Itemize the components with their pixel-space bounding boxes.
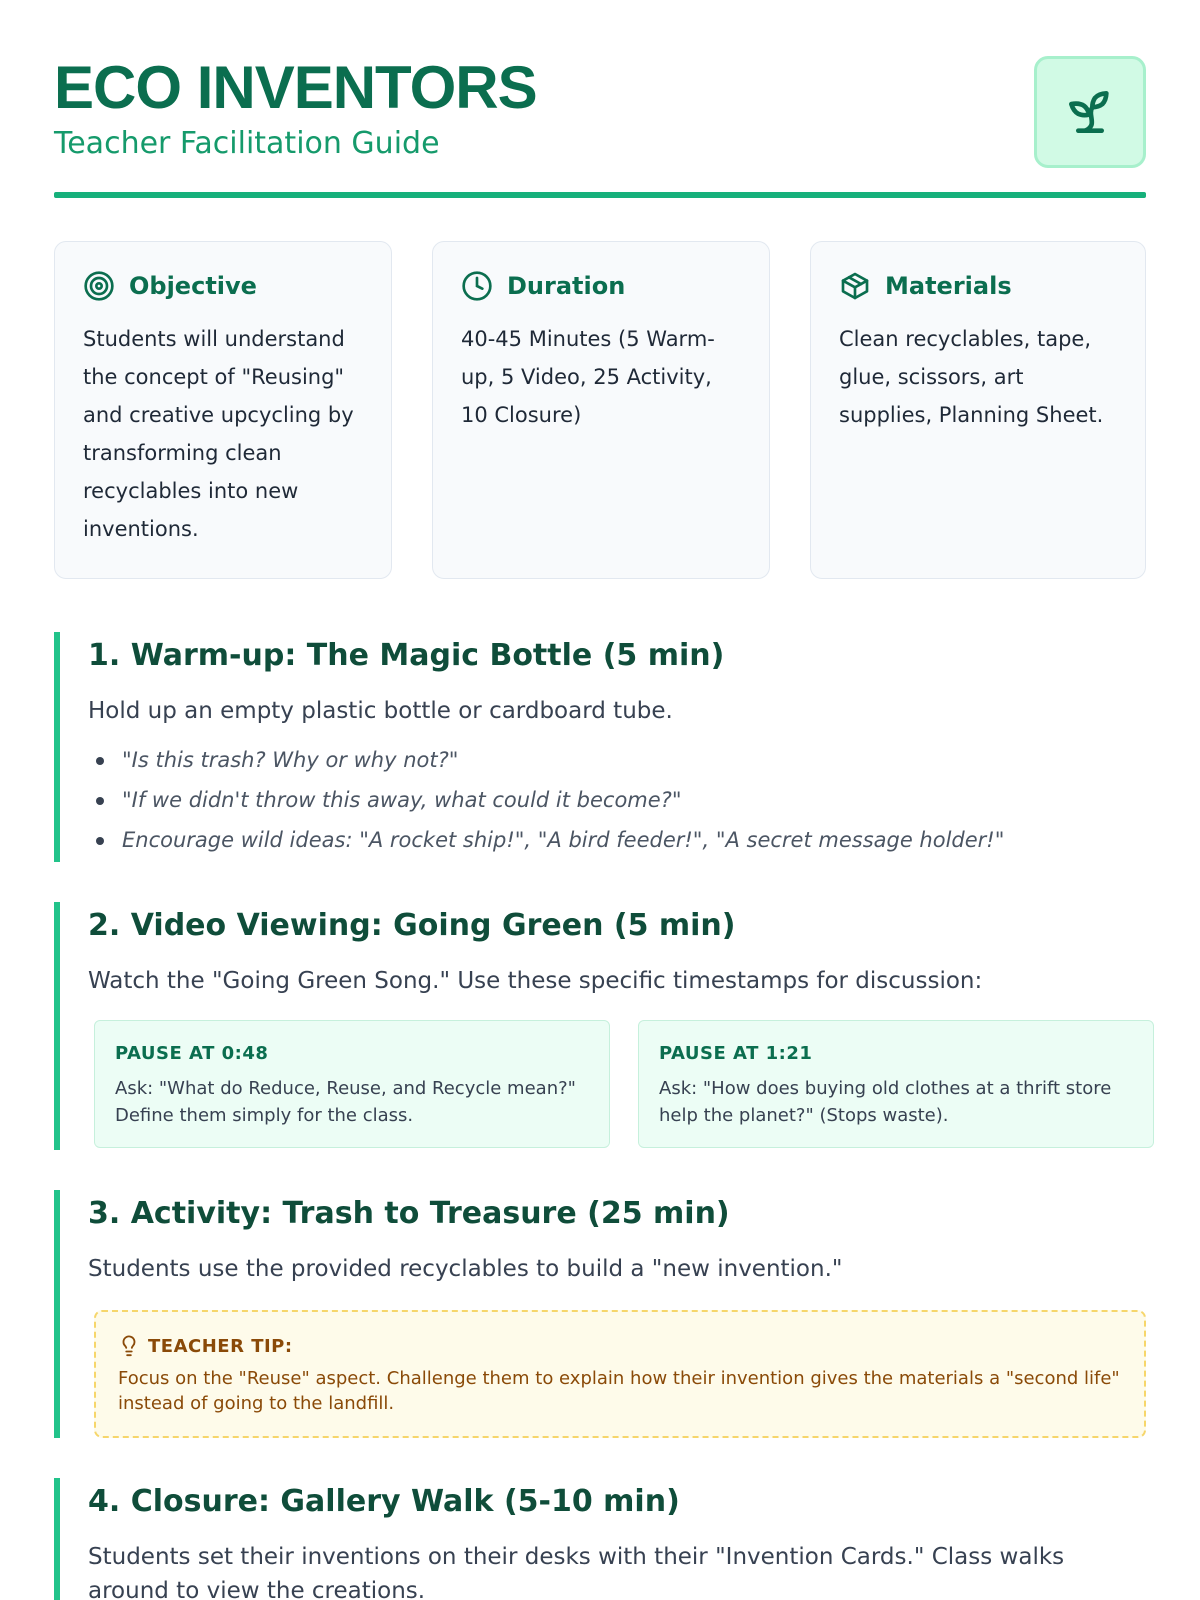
pause-card [638,1020,1154,1148]
card-title: Materials [885,272,1012,300]
sprout-icon [1062,84,1118,140]
list-item: Encourage wild ideas: "A rocket ship!", "A bird feeder!", "A secret message holder!" [88,820,1146,860]
facilitation-guide-page [54,0,1146,1600]
page-title: ECO INVENTORS [54,54,537,121]
pause-points [94,1020,1146,1150]
header-divider [54,192,1146,198]
duration-card [432,241,770,579]
teacher-tip-box [94,1310,1146,1438]
pause-label: PAUSE AT 1:21 [659,1043,813,1064]
objective-card [54,241,392,579]
card-title: Duration [507,272,626,300]
logo-badge [1034,56,1146,168]
section-title: 4. Closure: Gallery Walk (5-10 min) [88,1484,680,1519]
materials-card [810,241,1146,579]
section-lead: Students use the provided recyclables to build a "new invention." [88,1256,843,1282]
target-icon [83,270,115,302]
page-subtitle: Teacher Facilitation Guide [54,126,440,161]
pause-label: PAUSE AT 0:48 [115,1043,269,1064]
section-video [54,902,1146,1150]
pause-text: Ask: "What do Reduce, Reuse, and Recycle mean?" Define them simply for the class. [115,1078,576,1126]
box-icon [839,270,871,302]
section-title: 3. Activity: Trash to Treasure (25 min) [88,1196,730,1231]
section-title: 2. Video Viewing: Going Green (5 min) [88,908,736,943]
card-text: Students will understand the concept of "Reusing" and creative upcycling by transforming clean recyclables into new inventions. [83,327,354,541]
section-lead: Hold up an empty plastic bottle or cardboard tube. [88,698,673,724]
section-closure [54,1478,1146,1600]
info-cards [54,241,1146,579]
card-text: Clean recyclables, tape, glue, scissors, art supplies, Planning Sheet. [839,327,1104,427]
pause-card [94,1020,610,1148]
clock-icon [461,270,493,302]
section-lead: Watch the "Going Green Song." Use these specific timestamps for discussion: [88,968,983,994]
lightbulb-icon [118,1335,140,1357]
header [54,56,1146,201]
card-title: Objective [129,272,257,300]
card-text: 40-45 Minutes (5 Warm-up, 5 Video, 25 Activity, 10 Closure) [461,327,715,427]
tip-label: TEACHER TIP: [148,1335,293,1357]
section-lead: Students set their inventions on their desks with their "Invention Cards." Class walks around to view the creations. [88,1544,1065,1600]
section-activity [54,1190,1146,1438]
pause-text: Ask: "How does buying old clothes at a thrift store help the planet?" (Stops waste). [659,1078,1112,1126]
section-title: 1. Warm-up: The Magic Bottle (5 min) [88,638,725,673]
section-warm-up [54,632,1146,862]
tip-text: Focus on the "Reuse" aspect. Challenge them to explain how their invention gives the materials a "second life" instead of going to the landfill. [118,1368,1120,1414]
list-item: "Is this trash? Why or why not?" [88,740,1146,780]
list-item: "If we didn't throw this away, what could it become?" [88,780,1146,820]
prompt-list [88,740,1146,860]
